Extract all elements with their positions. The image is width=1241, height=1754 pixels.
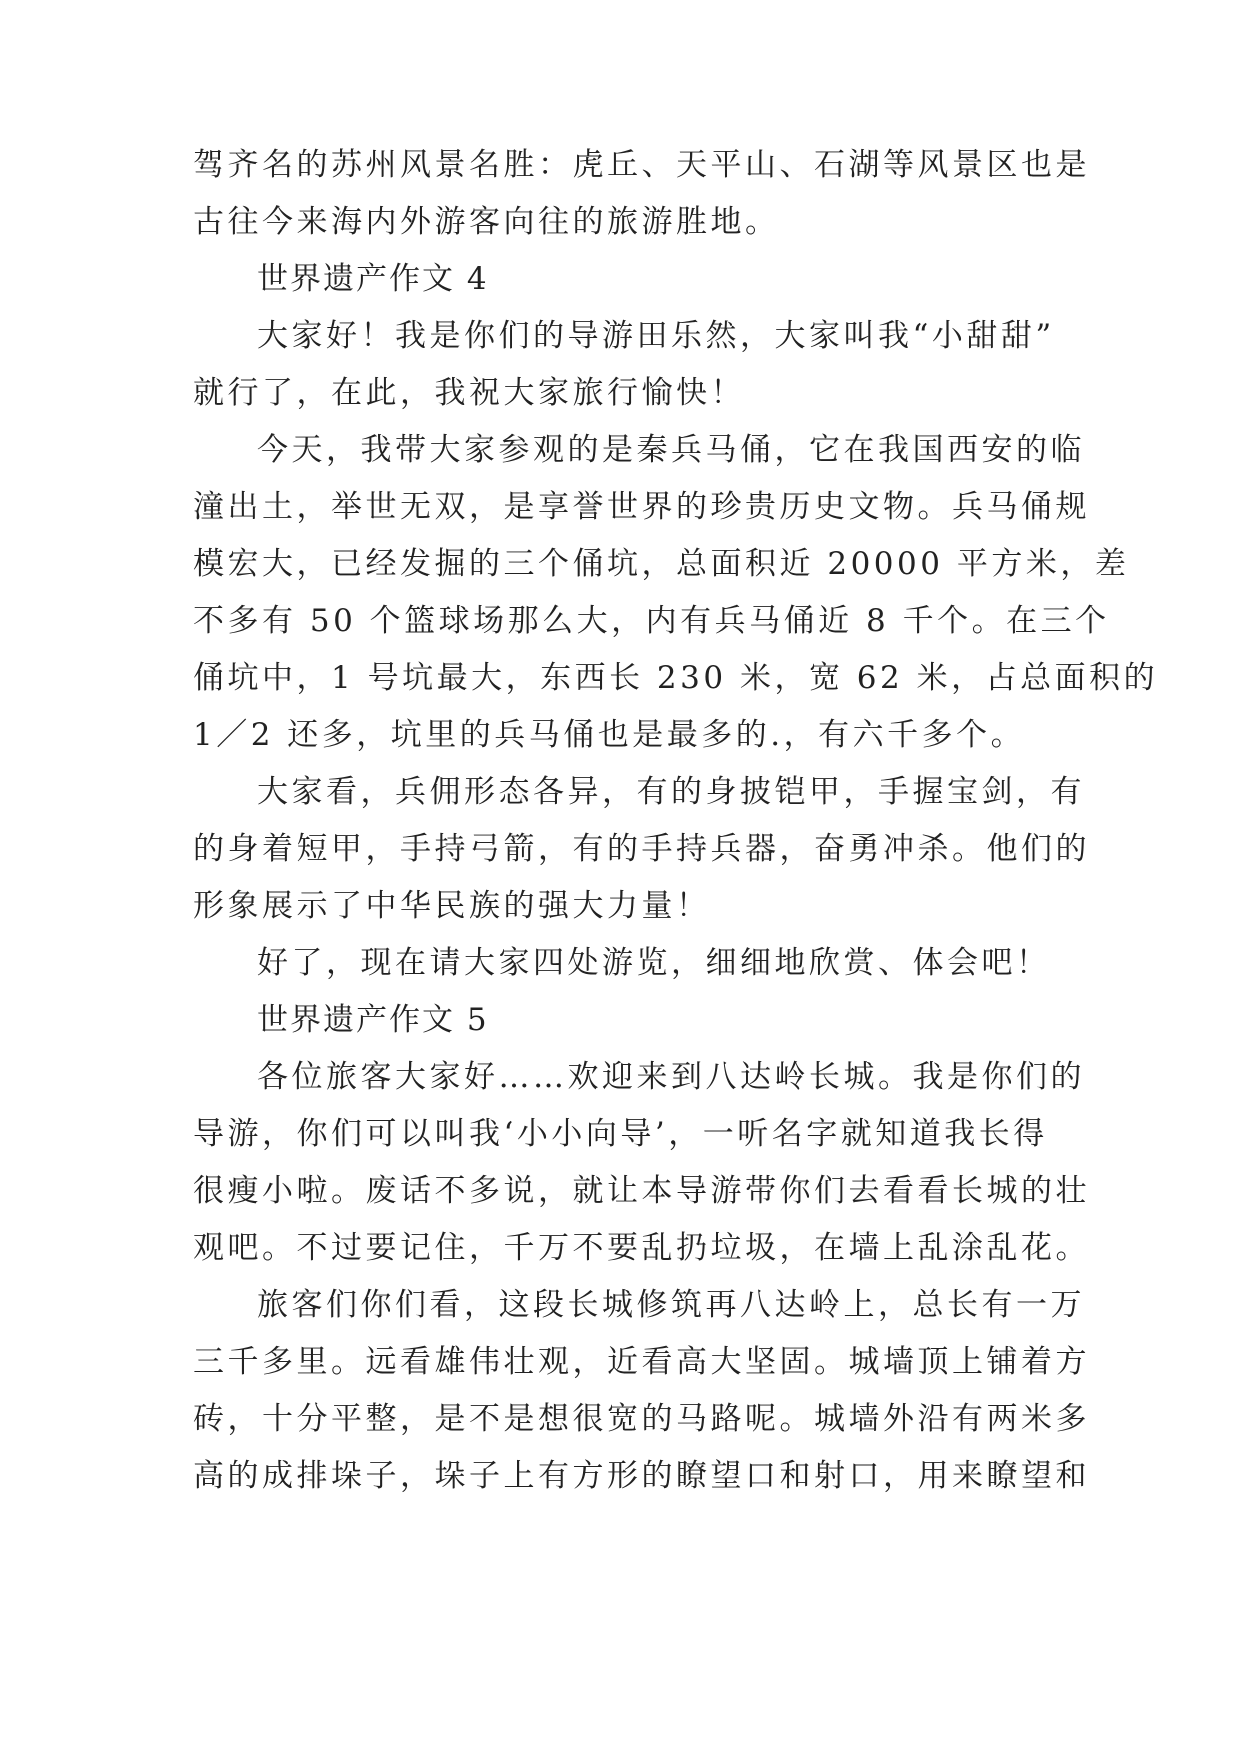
text-line: 旅客们你们看，这段长城修筑再八达岭上，总长有一万 [257,1287,1085,1323]
text-line: 三千多里。远看雄伟壮观，近看高大坚固。城墙顶上铺着方 [193,1344,1090,1380]
text-line: 潼出土，举世无双，是享誉世界的珍贵历史文物。兵马俑规 [193,489,1090,525]
text-line: 1／2 还多，坑里的兵马俑也是最多的.，有六千多个。 [193,717,1026,753]
text-line: 很瘦小啦。废话不多说，就让本导游带你们去看看长城的壮 [193,1173,1090,1209]
text-line: 形象展示了中华民族的强大力量！ [193,888,711,924]
text-line: 俑坑中，1 号坑最大，东西长 230 米，宽 62 米，占总面积的 [193,660,1159,696]
text-line: 导游，你们可以叫我‘小小向导’，一听名字就知道我长得 [193,1116,1048,1152]
text-line: 高的成排垛子，垛子上有方形的瞭望口和射口，用来瞭望和 [193,1458,1090,1494]
text-line: 驾齐名的苏州风景名胜：虎丘、天平山、石湖等风景区也是 [193,147,1090,183]
text-line: 大家好！我是你们的导游田乐然，大家叫我“小甜甜” [257,318,1055,354]
text-line: 今天，我带大家参观的是秦兵马俑，它在我国西安的临 [257,432,1085,468]
text-line: 好了，现在请大家四处游览，细细地欣赏、体会吧！ [257,945,1051,981]
text-line: 古往今来海内外游客向往的旅游胜地。 [193,204,780,240]
text-line: 砖，十分平整，是不是想很宽的马路呢。城墙外沿有两米多 [193,1401,1090,1437]
text-line: 大家看，兵佣形态各异，有的身披铠甲，手握宝剑，有 [257,774,1085,810]
text-line: 模宏大，已经发掘的三个俑坑，总面积近 20000 平方米，差 [193,546,1130,582]
text-line: 观吧。不过要记住，千万不要乱扔垃圾，在墙上乱涂乱花。 [193,1230,1090,1266]
text-line: 的身着短甲，手持弓箭，有的手持兵器，奋勇冲杀。他们的 [193,831,1090,867]
text-line: 就行了，在此，我祝大家旅行愉快！ [193,375,745,411]
section-heading: 世界遗产作文 5 [257,1002,489,1038]
section-heading: 世界遗产作文 4 [257,261,489,297]
text-line: 各位旅客大家好……欢迎来到八达岭长城。我是你们的 [257,1059,1085,1095]
text-line: 不多有 50 个篮球场那么大，内有兵马俑近 8 千个。在三个 [193,603,1110,639]
